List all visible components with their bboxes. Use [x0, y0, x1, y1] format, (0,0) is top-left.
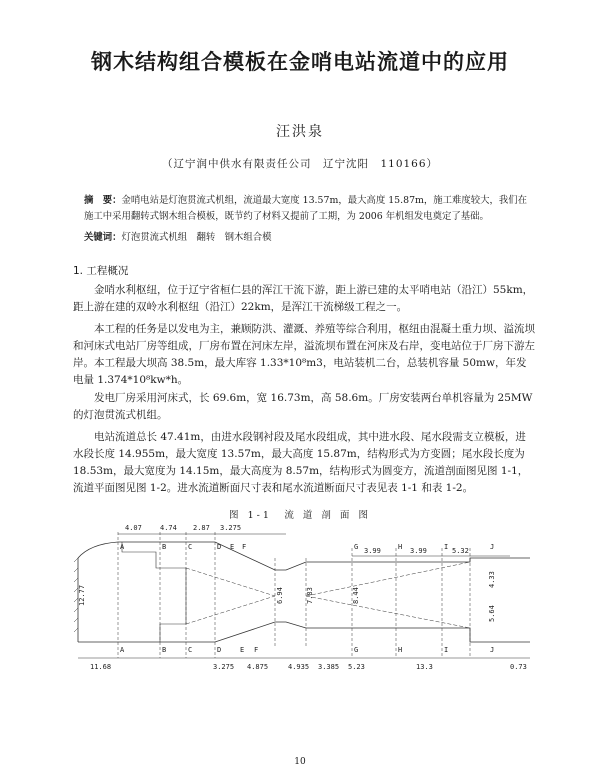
section-letter: C [188, 646, 193, 654]
section-letter: D [217, 543, 222, 551]
section-letter: J [490, 646, 495, 654]
vertical-dim-label: 6.94 [276, 587, 284, 604]
paragraph-4: 电站流道总长 47.41m，由进水段钢衬段及尾水段组成，其中进水段、尾水段需支立模板，进水段长度 14.955m，最大宽度 13.57m，最大高度 15.87m，结构形式为方变圆；尾水段长度为 18.53m，最大宽度为 14.15m，最大高度为 8.57m，结构形式为圆变方，流道剖面图见图 1-1，流道平面图见图 1-2。进水流道断面尺寸表和尾水流道断面尺寸表见表 1-1 和表 1-2。 [73, 431, 529, 494]
bottom-dim-label: 4.875 [247, 663, 269, 671]
paper-title: 钢木结构组合模板在金哨电站流道中的应用 [91, 50, 509, 74]
top-right-dim-label: 3.99 [410, 547, 427, 555]
bottom-dim-label: 3.275 [213, 663, 235, 671]
section-letter: B [162, 543, 167, 551]
section-letter: D [217, 646, 222, 654]
section-letter: I [444, 543, 449, 551]
keywords [84, 229, 534, 243]
section-letter: C [188, 543, 193, 551]
keywords-text: 灯泡贯流式机组 翻转 钢木组合模 [121, 232, 272, 243]
section-letter: J [490, 543, 495, 551]
section-letter: G [354, 646, 359, 654]
section-letter: H [398, 543, 403, 551]
author-affiliation: （辽宁润中供水有限责任公司 辽宁沈阳 110166） [161, 158, 439, 170]
bottom-dim-label: 13.3 [416, 663, 433, 671]
intake-curve [78, 542, 118, 558]
section-letter: H [398, 646, 403, 654]
top-dim-label: 3.275 [220, 524, 242, 532]
section-heading: 1. 工程概况 [73, 265, 129, 277]
section-letter: F [242, 543, 247, 551]
vertical-dim-label: 12.77 [78, 584, 86, 606]
inner-step-wall [122, 542, 186, 642]
bottom-dim-label: 3.385 [318, 663, 340, 671]
vertical-dim-label: 4.33 [488, 571, 496, 588]
keywords-label: 关键词： [84, 232, 122, 243]
page-number: 10 [294, 757, 306, 767]
abstract [84, 193, 534, 225]
section-letter: E [230, 543, 235, 551]
bottom-dim-label: 5.23 [348, 663, 365, 671]
top-dim-label: 2.87 [193, 524, 210, 532]
section-letter: G [354, 543, 359, 551]
figure-caption: 图 1-1 流 道 剖 面 图 [229, 510, 371, 521]
bottom-dim-label: 0.73 [510, 663, 527, 671]
paragraph-1: 金哨水利枢纽，位于辽宁省桓仁县的浑江干流下游，距上游已建的太平哨电站（沿江）55km，距上游在建的双岭水利枢纽（沿江）22km，是浑江干流梯级工程之一。 [73, 284, 534, 313]
paragraph-2: 本工程的任务是以发电为主，兼顾防洪、灌溉、养殖等综合利用，枢纽由混凝土重力坝、溢流坝和河床式电站厂房等组成，厂房布置在河床左岸，溢流坝布置在河床及右岸，变电站位于厂房下游左岸。本工程最大坝高 38.5m，最大库容 1.33*10⁸m3，电站装机二台，总装机容量 50mw，年发电量 1.374*10⁸kw*h。 [73, 323, 535, 386]
paragraph-3: 发电厂房采用河床式，长 69.6m，宽 16.73m，高 58.6m。厂房安装两台单机容量为 25MW 的灯泡贯流式机组。 [73, 392, 533, 421]
section-letter: F [254, 646, 259, 654]
section-letter: A [120, 646, 125, 654]
diagonal-dash-lines [186, 562, 470, 628]
flow-channel-section-diagram [70, 518, 540, 678]
vertical-dim-label: 5.64 [488, 605, 496, 622]
abstract-text: 金哨电站是灯泡贯流式机组，流道最大宽度 13.57m，最大高度 15.87m，施工难度较大，我们在施工中采用翻转式钢木组合模板，既节约了材料又提前了工期，为 2006 年机组发电奠定了基础。 [84, 195, 528, 222]
bottom-dim-label: 4.935 [288, 663, 310, 671]
top-right-dim-label: 5.32 [452, 547, 469, 555]
abstract-label: 摘 要： [84, 195, 122, 206]
section-letter: B [162, 646, 167, 654]
top-right-dim-label: 3.99 [364, 547, 381, 555]
top-dim-label: 4.74 [160, 524, 177, 532]
section-letter: I [444, 646, 449, 654]
vertical-dim-label: 8.44 [352, 587, 360, 604]
vertical-dim-label: 7.83 [306, 587, 314, 604]
outer-bottom-contour [78, 622, 530, 642]
bottom-dim-label: 11.68 [90, 663, 112, 671]
top-dim-label: 4.07 [125, 524, 142, 532]
section-letter: A [120, 543, 125, 551]
author-name: 汪洪泉 [276, 124, 324, 140]
section-letter: E [240, 646, 245, 654]
